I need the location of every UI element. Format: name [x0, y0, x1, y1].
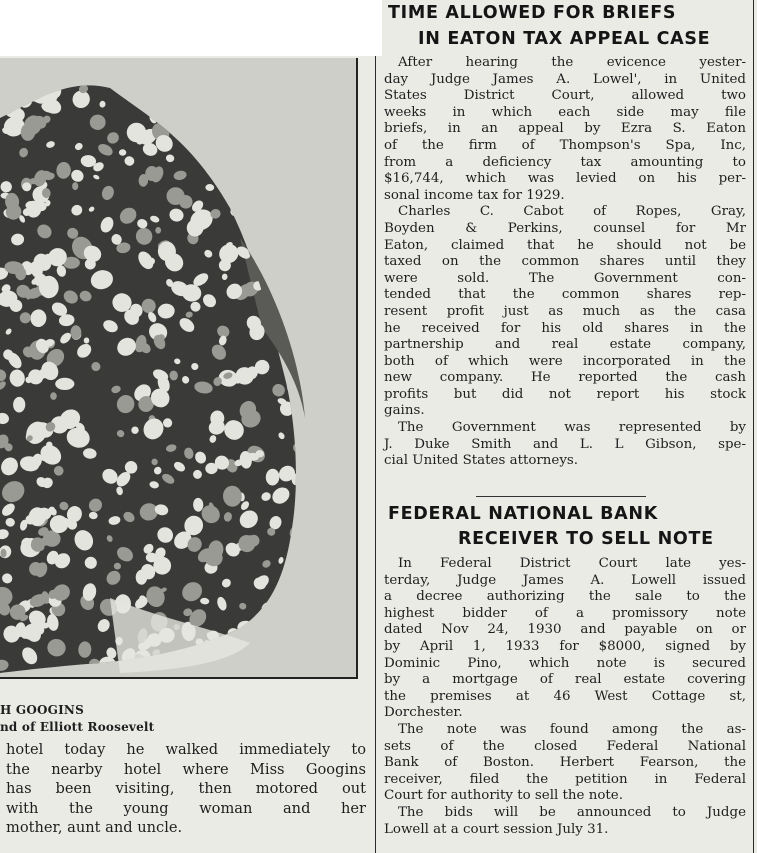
- photo-border: [0, 677, 358, 679]
- photo-border: [356, 58, 358, 678]
- text-line: resent profit just as much as the casa: [384, 303, 746, 319]
- text-line: he received for his old shares in the: [384, 320, 746, 336]
- text-line: $16,744, which was levied on his per-: [384, 171, 746, 187]
- text-line: were sold. The Government con-: [384, 270, 746, 286]
- headline: IN EATON TAX APPEAL CASE: [418, 29, 711, 49]
- text-line: The bids will be announced to Judge: [398, 804, 746, 820]
- text-line: has been visiting, then motored out: [6, 780, 366, 797]
- text-line: sonal income tax for 1929.: [384, 187, 565, 203]
- text-line: with the young woman and her: [6, 799, 366, 817]
- text-line: taxed on the common shares until they: [384, 254, 746, 270]
- text-line: Boyden & Perkins, counsel for Mr: [384, 220, 746, 236]
- text-line: partnership and real estate company,: [384, 337, 746, 353]
- text-line: Dominic Pino, which note is secured: [384, 655, 746, 671]
- text-line: cial United States attorneys.: [384, 453, 579, 469]
- text-line: In Federal District Court late yes-: [398, 556, 746, 571]
- photo-caption: [0, 702, 154, 736]
- text-line: Court for authority to sell the note.: [384, 788, 623, 804]
- text-line: mother, aunt and uncle.: [6, 819, 183, 836]
- text-line: day Judge James A. Lowel', in United: [384, 71, 746, 87]
- text-line: Eaton, claimed that he should not be: [384, 237, 746, 253]
- article-body: [384, 556, 746, 838]
- halftone-photo: [0, 58, 356, 678]
- text-line: tended that the common shares rep-: [384, 287, 746, 303]
- text-line: a decree authorizing the sale to the: [384, 589, 746, 605]
- text-line: by a mortgage of real estate covering: [384, 672, 746, 688]
- caption-subtitle: nd of Elliott Roosevelt: [0, 720, 155, 734]
- blank-margin: [0, 0, 382, 56]
- column-rule: [753, 0, 754, 853]
- headline: FEDERAL NATIONAL BANK: [388, 504, 659, 524]
- left-column-text: [6, 740, 366, 838]
- text-line: hotel today he walked immediately to: [6, 741, 366, 758]
- text-line: from a deficiency tax amounting to: [384, 154, 746, 170]
- text-line: weeks in which each side may file: [384, 104, 746, 120]
- text-line: States District Court, allowed two: [384, 88, 746, 104]
- text-line: highest bidder of a promissory note: [384, 605, 746, 621]
- floral-dress-image: [0, 58, 356, 678]
- text-line: profits but did not report his stock: [384, 386, 746, 402]
- text-line: Lowell at a court session July 31.: [384, 821, 609, 837]
- headline: TIME ALLOWED FOR BRIEFS: [388, 3, 677, 23]
- text-line: receiver, filed the petition in Federal: [384, 771, 746, 787]
- text-line: dated Nov 24, 1930 and payable on or: [384, 622, 746, 638]
- text-line: by April 1, 1933 for $8000, signed by: [384, 638, 746, 654]
- text-line: The note was found among the as-: [398, 721, 746, 737]
- text-line: terday, Judge James A. Lowell issued: [384, 572, 746, 588]
- column-rule: [375, 56, 376, 853]
- text-line: Charles C. Cabot of Ropes, Gray,: [398, 204, 746, 220]
- article-separator: [476, 496, 646, 497]
- text-line: both of which were incorporated in the: [384, 353, 746, 369]
- text-line: Dorchester.: [384, 705, 463, 721]
- text-line: the premises at 46 West Cottage st,: [384, 688, 746, 704]
- text-line: new company. He reported the cash: [384, 370, 746, 386]
- text-line: The Government was represented by: [398, 420, 746, 436]
- caption-name: H GOOGINS: [0, 703, 84, 717]
- article-body: [384, 55, 746, 470]
- text-line: gains.: [384, 403, 425, 419]
- text-line: J. Duke Smith and L. L Gibson, spe-: [384, 436, 746, 452]
- text-line: Bank of Boston. Herbert Fearson, the: [384, 755, 746, 771]
- text-line: After hearing the evicence yester-: [398, 55, 746, 70]
- text-line: the nearby hotel where Miss Googins: [6, 760, 366, 778]
- text-line: sets of the closed Federal National: [384, 738, 746, 754]
- text-line: of the firm of Thompson's Spa, Inc,: [384, 137, 746, 153]
- text-line: briefs, in an appeal by Ezra S. Eaton: [384, 121, 746, 137]
- headline: RECEIVER TO SELL NOTE: [458, 529, 714, 549]
